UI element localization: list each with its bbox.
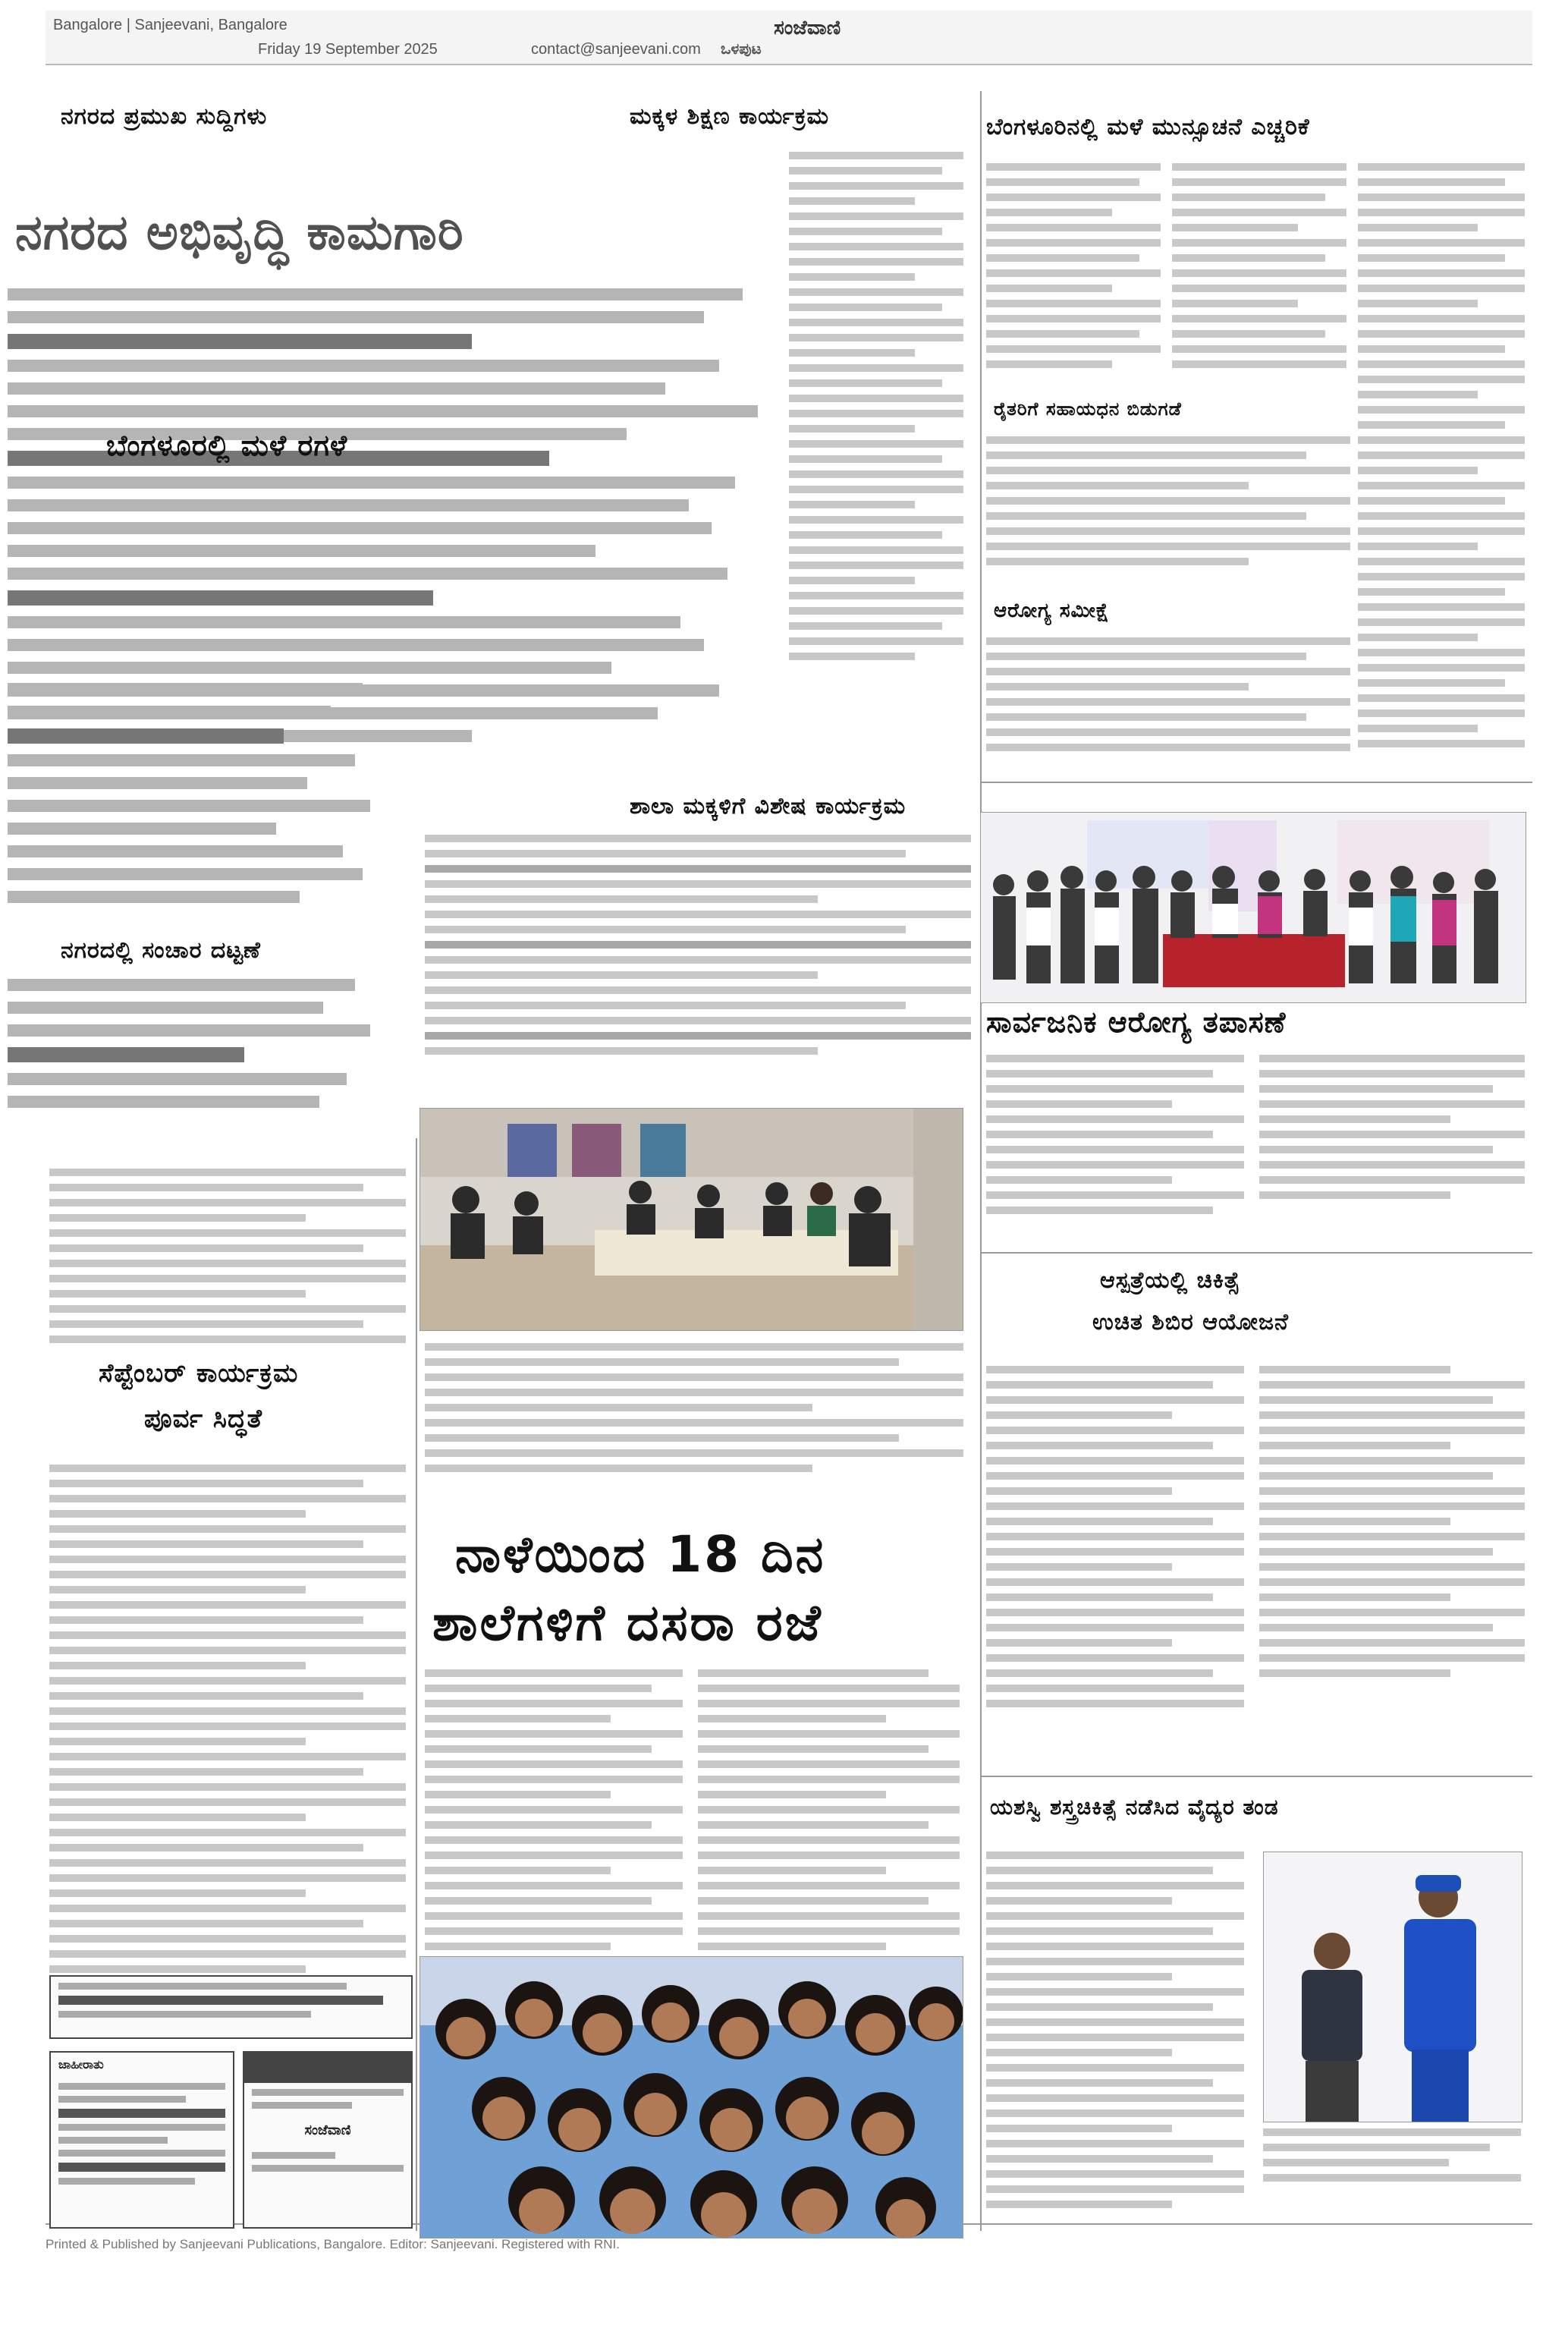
- article-column: [1259, 1366, 1525, 1685]
- article-column: [986, 163, 1161, 376]
- article-column: [1172, 163, 1346, 376]
- section-rule: [980, 1776, 1532, 1777]
- article-body-blur: [8, 683, 402, 914]
- health-event-photo: [980, 812, 1526, 1003]
- masthead: [46, 11, 1532, 94]
- article-column: [986, 1366, 1244, 1715]
- masthead-inside: ಒಳಪುಟ: [721, 41, 762, 58]
- column-rule: [416, 1138, 417, 2231]
- ad-box-2: [243, 2051, 413, 2229]
- headline-main-line2: ಶಾಲೆಗಳಿಗೆ ದಸರಾ ರಜೆ: [432, 1594, 823, 1652]
- headline-main-line1: ನಾಳೆಯಿಂದ 18 ದಿನ: [455, 1525, 826, 1584]
- masthead-email: contact@sanjeevani.com: [531, 41, 701, 58]
- headline-right-story3b: ಉಚಿತ ಶಿಬಿರ ಆಯೋಜನೆ: [1092, 1309, 1289, 1336]
- meeting-photo: [419, 1108, 963, 1331]
- article-column: [1259, 1055, 1525, 1207]
- article-column: [986, 1851, 1244, 2216]
- section-rule: [980, 1252, 1532, 1254]
- article-column: [1358, 163, 1525, 755]
- masthead-nameplate: ಸಂಜೆವಾಣಿ: [774, 17, 841, 39]
- ad-box-1: [49, 2051, 234, 2229]
- ad-box-2-title: ಸಂಜೆವಾಣಿ: [304, 2122, 351, 2138]
- article-column: [986, 1055, 1244, 1222]
- meeting-photo-art: [420, 1109, 963, 1330]
- headline-top-left: ನಗರದ ಪ್ರಮುಖ ಸುದ್ದಿಗಳು: [61, 103, 268, 130]
- doctor-patient-photo: [1263, 1851, 1522, 2122]
- article-column: [789, 152, 963, 668]
- headline-mid-story: ಶಾಲಾ ಮಕ್ಕಳಿಗೆ ವಿಶೇಷ ಕಾರ್ಯಕ್ರಮ: [630, 793, 907, 820]
- headline-top-right: ಬೆಂಗಳೂರಿನಲ್ಲಿ ಮಳೆ ಮುನ್ಸೂಚನೆ ಎಚ್ಚರಿಕೆ: [986, 114, 1310, 140]
- headline-left-mid: ಬೆಂಗಳೂರಲ್ಲಿ ಮಳೆ ರಗಳೆ: [106, 429, 348, 462]
- masthead-date: Friday 19 September 2025: [258, 41, 438, 58]
- article-column: [698, 1669, 960, 1988]
- headline-left-story3a: ಸೆಪ್ಟೆಂಬರ್ ಕಾರ್ಯಕ್ರಮ: [99, 1358, 299, 1389]
- article-column: [425, 1669, 683, 1988]
- doctor-patient-photo-art: [1264, 1852, 1522, 2122]
- article-column: [49, 1465, 406, 1980]
- article-column: [986, 637, 1350, 759]
- headline-left-story3b: ಪೂರ್ವ ಸಿದ್ಧತೆ: [144, 1404, 263, 1434]
- article-column: [425, 1343, 963, 1480]
- article-body-blur: [8, 979, 402, 1118]
- school-children-photo: [419, 1956, 963, 2238]
- article-column: [1263, 2128, 1521, 2189]
- headline-right-story3a: ಆಸ್ಪತ್ರೆಯಲ್ಲಿ ಚಿಕಿತ್ಸೆ: [1100, 1267, 1240, 1294]
- headline-left-story2: ನಗರದಲ್ಲಿ ಸಂಚಾರ ದಟ್ಟಣೆ: [61, 937, 261, 964]
- school-children-photo-art: [420, 1957, 963, 2238]
- headline-right-sub2: ಆರೋಗ್ಯ ಸಮೀಕ್ಷೆ: [994, 599, 1110, 622]
- masthead-place: Bangalore | Sanjeevani, Bangalore: [53, 17, 288, 33]
- headline-right-story4: ಯಶಸ್ವಿ ಶಸ್ತ್ರಚಿಕಿತ್ಸೆ ನಡೆಸಿದ ವೈದ್ಯರ ತಂಡ: [990, 1795, 1279, 1820]
- article-column: [425, 835, 971, 1062]
- headline-health: ಸಾರ್ವಜನಿಕ ಆರೋಗ್ಯ ತಪಾಸಣೆ: [986, 1005, 1287, 1039]
- headline-top-mid: ಮಕ್ಕಳ ಶಿಕ್ಷಣ ಕಾರ್ಯಕ್ರಮ: [630, 103, 830, 130]
- headline-left-banner: ನಗರದ ಅಭಿವೃದ್ಧಿ ಕಾಮಗಾರಿ: [15, 205, 464, 261]
- article-column: [986, 436, 1350, 573]
- column-rule: [980, 91, 982, 2231]
- ad-box-1-title: ಜಾಹೀರಾತು: [58, 2057, 104, 2072]
- health-event-photo-art: [981, 813, 1526, 1002]
- section-rule: [980, 782, 1532, 783]
- footer-imprint: Printed & Published by Sanjeevani Publications, Bangalore. Editor: Sanjeevani. Registered with RNI.: [46, 2237, 620, 2251]
- headline-right-sub1: ರೈತರಿಗೆ ಸಹಾಯಧನ ಬಿಡುಗಡೆ: [994, 398, 1182, 420]
- article-column: [49, 1169, 406, 1351]
- ad-banner: [49, 1975, 413, 2039]
